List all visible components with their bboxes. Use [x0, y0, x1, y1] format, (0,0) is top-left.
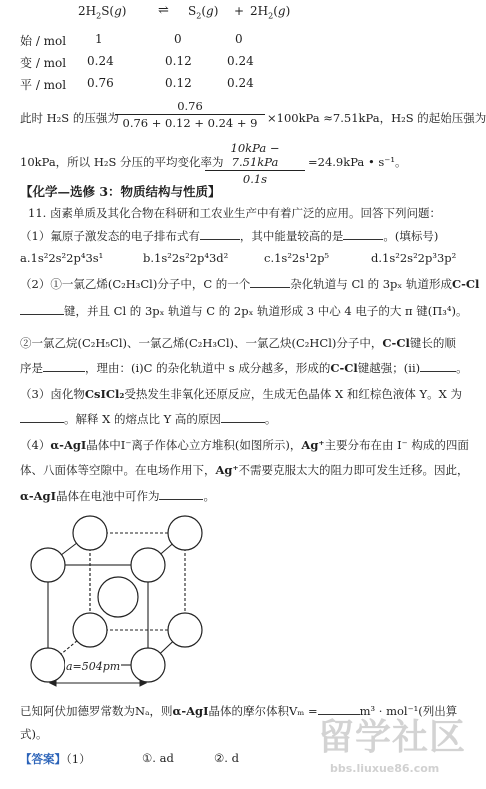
bond-label: C-Cl [451, 277, 480, 291]
formula: α-AgI [172, 704, 209, 718]
calc1-fraction [115, 99, 265, 130]
calc2-prefix: 10kPa，所以 H₂S 分压的平均变化率为 [20, 155, 224, 169]
watermark-logo: 留学社区 [318, 717, 467, 758]
option-d: d.1s²2s²2p³3p² [371, 251, 457, 265]
formula: (C₂HCl) [291, 336, 337, 350]
answer-part: （1） [66, 752, 91, 766]
iodide-atom [73, 613, 107, 647]
iodide-atom-center [98, 577, 138, 617]
equation-plus: + [234, 4, 245, 18]
eq-text: ( [273, 4, 278, 18]
ion: Ag⁺ [215, 463, 239, 477]
answer-blank[interactable] [343, 239, 383, 240]
iodide-atom [73, 516, 107, 550]
bond-label: C-Cl [330, 361, 358, 375]
answer-blank[interactable] [20, 314, 64, 315]
q11-part4a [20, 437, 469, 453]
dimension-label: a=504pm [66, 660, 121, 673]
answer-blank[interactable] [221, 422, 265, 423]
unit: m³ · mol⁻¹ [359, 704, 419, 718]
q-text: 键，并且 Cl 的 3pₓ 轨道与 C 的 2pₓ 轨道形成 3 中心 4 电子的大 π 键 [64, 304, 428, 318]
q11-part3b [20, 411, 276, 427]
q-text: 分子中， [336, 336, 383, 350]
q-text: 键长的顺 [409, 336, 456, 350]
calc2-fraction [205, 141, 305, 186]
answer-blank[interactable] [420, 371, 456, 372]
formula: (C₂H₃Cl) [107, 277, 158, 291]
eq-text: ) [213, 4, 219, 18]
eq-text: ) [121, 4, 127, 18]
formula: (C₂H₅Cl) [77, 336, 127, 350]
q-text: （2）①一氯乙烯 [20, 277, 108, 291]
eq-state: g [206, 4, 214, 18]
q-text: 离子作体心立方堆积(如图所示)， [131, 438, 302, 452]
q-text: 序是 [20, 361, 43, 375]
table-cell: 1 [95, 32, 103, 46]
table-cell: 0.24 [227, 54, 254, 68]
iodide-atom [31, 548, 65, 582]
eq-text: ( [201, 4, 207, 18]
q11-part4b [20, 462, 469, 478]
q-text: 分子中，C 的一个 [157, 277, 251, 291]
q-text: ，则 [149, 704, 173, 718]
equation-product-2 [250, 4, 291, 21]
q-text: 晶体的摩尔体积 [208, 704, 289, 718]
option-a: a.1s²2s²2p⁴3s¹ [20, 251, 104, 265]
formula: CsICl₂ [84, 387, 125, 401]
calc1-prefix: 此时 H₂S 的压强为 [20, 111, 119, 125]
answer-item-1: ①. ad [142, 751, 174, 765]
eq-text: ) [285, 4, 291, 18]
q11-part2b [20, 303, 467, 319]
q-text: （1）氟原子激发态的电子排布式有 [20, 229, 200, 243]
q-text: 键越强；(ii) [357, 361, 421, 375]
symbol: Vₘ = [288, 704, 318, 718]
formula: α-AgI [50, 438, 87, 452]
q11-part2a [20, 276, 479, 292]
pi-symbol: (Π₃⁴) [427, 304, 456, 318]
eq-sub: 2 [96, 11, 102, 21]
formula: α-AgI [20, 489, 56, 503]
formula: (C₂H₃Cl) [184, 336, 234, 350]
q-text: 。解释 X 的熔点比 Y 高的原因 [64, 412, 221, 426]
answer-tag: 【答案】 [20, 752, 66, 766]
bond-label: C-Cl [382, 336, 410, 350]
table-cell: 0 [174, 32, 182, 46]
q-text: 。 [455, 304, 468, 318]
option-b: b.1s²2s²2p⁴3d² [143, 251, 229, 265]
table-cell: 0.12 [165, 54, 192, 68]
answer-blank[interactable] [43, 371, 85, 372]
q-text: 。 [456, 361, 468, 375]
q-text: 。 [264, 412, 277, 426]
answer-blank[interactable] [250, 287, 290, 288]
iodide-atom [131, 648, 165, 682]
eq-state: g [114, 4, 122, 18]
q-text: 受热发生非氧化还原反应，生成无色晶体 X 和红棕色液体 Y。X 为 [124, 387, 462, 401]
q11-intro: 11. 卤素单质及其化合物在科研和工农业生产中有着广泛的应用。回答下列问题： [28, 206, 441, 220]
q-text: ，其中能量较高的是 [239, 229, 344, 243]
calc1-tail: ×100kPa ≈7.51kPa，H₂S 的起始压强为 [267, 111, 486, 125]
q-text: 晶体在电池中可作为 [55, 489, 160, 503]
eq-text: S [188, 4, 197, 18]
eq-sub: 2 [196, 11, 202, 21]
eq-text: 2H [78, 4, 97, 18]
q-text: ②一氯乙烷 [20, 336, 78, 350]
table-row-label: 平 / mol [20, 78, 67, 92]
q-text: 已知阿伏加德罗常数为 [20, 704, 135, 718]
table-cell: 0.12 [165, 76, 192, 90]
fraction-numerator: 0.76 [115, 99, 265, 115]
calc2-suffix: =24.9kPa • s⁻¹。 [308, 155, 407, 169]
fraction-denominator: 0.76 + 0.12 + 0.24 + 9 [122, 116, 258, 130]
section-title: 【化学—选修 3：物质结构与性质】 [20, 184, 221, 199]
iodide-atom [168, 613, 202, 647]
fraction-numerator: 10kPa − 7.51kPa [205, 141, 305, 171]
equation-reactant [78, 4, 127, 21]
answer-blank[interactable] [200, 239, 240, 240]
option-c: c.1s²2s¹2p⁵ [264, 251, 330, 265]
answer-blank[interactable] [20, 422, 64, 423]
ion: Ag⁺ [301, 438, 325, 452]
q11-part4c [20, 488, 215, 504]
q-text: 。 [203, 489, 215, 503]
table-cell: 0.24 [227, 76, 254, 90]
q-text: 、一氯乙炔 [234, 336, 292, 350]
iodide-atom [31, 648, 65, 682]
eq-text: 2H [250, 4, 269, 18]
q-text: 主要分布在由 I⁻ 构成的四面 [324, 438, 469, 452]
eq-sub: 2 [268, 11, 274, 21]
table-cell: 0.76 [87, 76, 114, 90]
q-text: （3）卤化物 [20, 387, 85, 401]
table-cell: 0 [235, 32, 243, 46]
answer-blank[interactable] [159, 499, 203, 500]
q-text: (列出算 [418, 704, 458, 718]
table-row-label: 变 / mol [20, 56, 67, 70]
symbol: Nₐ [135, 704, 150, 718]
q-text: 。(填标号) [383, 229, 439, 243]
q-text: 、一氯乙烯 [127, 336, 185, 350]
eq-state: g [277, 4, 286, 18]
q11-part3a [20, 386, 462, 402]
answer-line [20, 751, 91, 767]
ion: I⁻ [120, 438, 132, 452]
q-text: ，理由：(i)C 的杂化轨道中 s 成分越多，形成的 [85, 361, 331, 375]
q11-part4e: 式)。 [20, 727, 48, 741]
q-text: 晶体中 [86, 438, 121, 452]
q11-part2c [20, 335, 456, 351]
iodide-atom [131, 548, 165, 582]
q-text: （4） [20, 438, 51, 452]
eq-text: S( [101, 4, 115, 18]
iodide-atom [168, 516, 202, 550]
table-cell: 0.24 [87, 54, 114, 68]
equilibrium-arrow: ⇌ [158, 3, 169, 18]
table-row-label: 始 / mol [20, 34, 67, 48]
equation-product-1 [188, 4, 219, 21]
q11-part1 [20, 228, 438, 244]
q-text: 不需要克服太大的阻力即可发生迁移。因此， [238, 463, 469, 477]
watermark-url: bbs.liuxue86.com [330, 762, 440, 775]
q-text: 体、八面体等空隙中。在电场作用下， [20, 463, 216, 477]
answer-item-2: ②. d [214, 751, 239, 765]
q11-part2d [20, 360, 468, 376]
fraction-denominator: 0.1s [242, 172, 268, 186]
q-text: 杂化轨道与 Cl 的 3pₓ 轨道形成 [290, 277, 452, 291]
